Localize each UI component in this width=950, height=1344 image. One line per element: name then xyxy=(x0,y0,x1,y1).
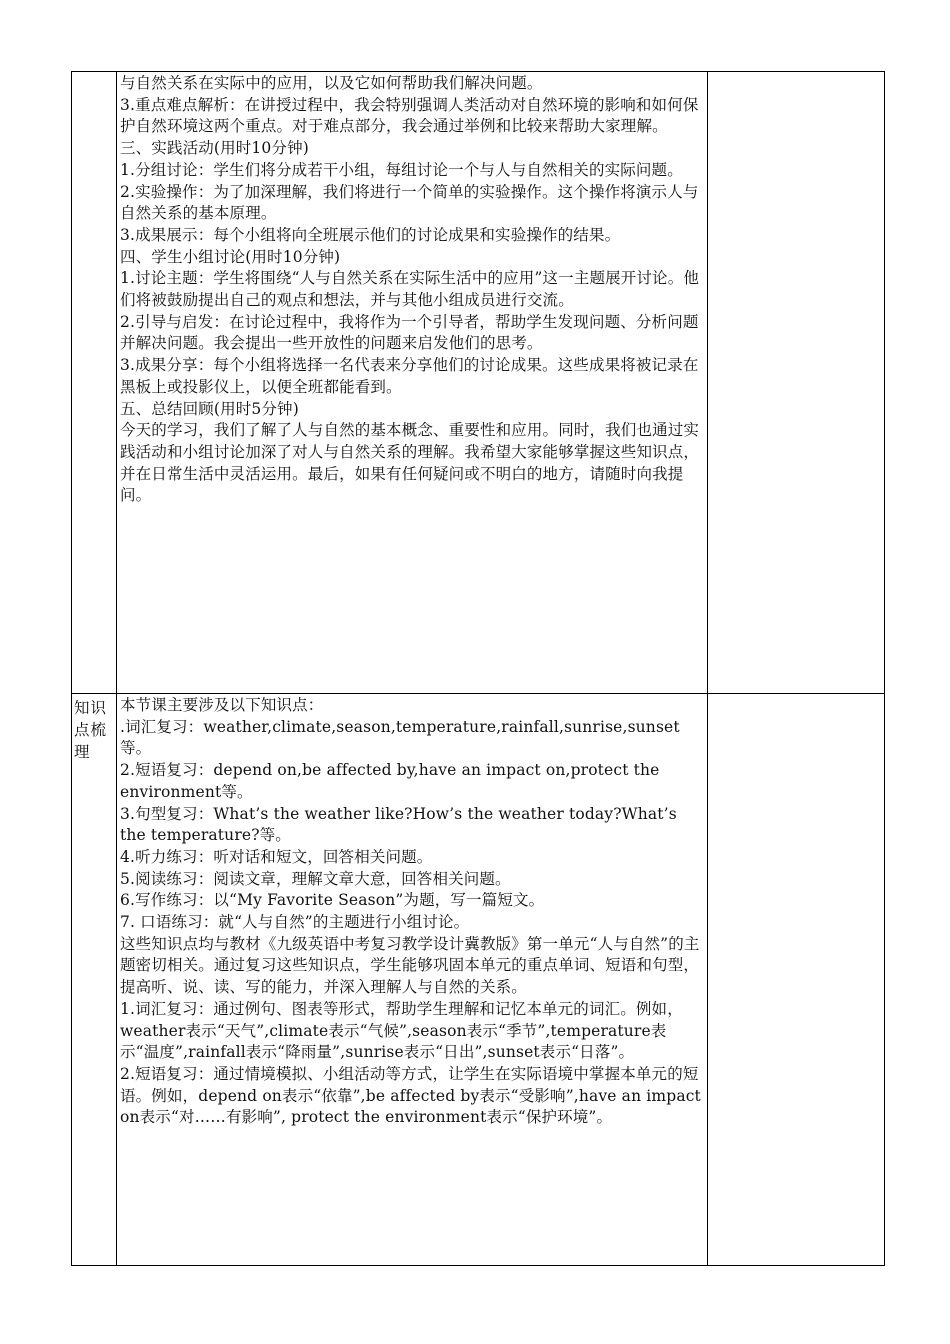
section-content xyxy=(117,72,707,507)
paragraph: 3.句型复习：What’s the weather like?How’s the weather today?What’s the temperature?等。 xyxy=(120,804,677,845)
content-cell xyxy=(117,694,708,1266)
paragraph: 五、总结回顾(用时5分钟) xyxy=(120,399,299,418)
row-label xyxy=(72,72,116,75)
row-label-cell xyxy=(72,72,117,694)
section-content xyxy=(117,694,707,1129)
content-cell xyxy=(117,72,708,694)
paragraph: 5.阅读练习：阅读文章，理解文章大意，回答相关问题。 xyxy=(120,869,511,888)
paragraph: 6.写作练习：以“My Favorite Season”为题，写一篇短文。 xyxy=(120,891,545,910)
paragraph: 3.成果展示：每个小组将向全班展示他们的讨论成果和实验操作的结果。 xyxy=(120,225,621,244)
paragraph: 1.讨论主题：学生将围绕“人与自然关系在实际生活中的应用”这一主题展开讨论。他们将被鼓励提出自己的观点和想法，并与其他小组成员进行交流。 xyxy=(120,269,699,310)
table-row xyxy=(72,72,885,694)
paragraph: 与自然关系在实际中的应用，以及它如何帮助我们解决问题。 xyxy=(120,74,543,92)
paragraph: 本节课主要涉及以下知识点： xyxy=(120,696,324,714)
paragraph: 3.重点难点解析：在讲授过程中，我会特别强调人类活动对自然环境的影响和如何保护自然环境这两个重点。对于难点部分，我会通过举例和比较来帮助大家理解。 xyxy=(120,95,699,136)
paragraph: 1.分组讨论：学生们将分成若干小组，每组讨论一个与人与自然相关的实际问题。 xyxy=(120,160,683,179)
paragraph: 4.听力练习：听对话和短文，回答相关问题。 xyxy=(120,847,433,866)
paragraph: 2.短语复习：通过情境模拟、小组活动等方式，让学生在实际语境中掌握本单元的短语。例如，depend on表示“依靠”,be affected by表示“受影响”,have an impact on表示“对……有影响”, protect the environment表示“保护环境”。 xyxy=(120,1064,701,1127)
paragraph: 3.成果分享：每个小组将选择一名代表来分享他们的讨论成果。这些成果将被记录在黑板上或投影仪上，以便全班都能看到。 xyxy=(120,356,699,396)
paragraph: 7. 口语练习：就“人与自然”的主题进行小组讨论。 xyxy=(120,913,470,932)
paragraph: 2.实验操作：为了加深理解，我们将进行一个简单的实验操作。这个操作将演示人与自然关系的基本原理。 xyxy=(120,182,699,223)
lesson-plan-table xyxy=(71,71,885,1266)
paragraph: .词汇复习：weather,climate,season,temperature,rainfall,sunrise,sunset等。 xyxy=(120,717,680,758)
paragraph: 四、学生小组讨论(用时10分钟) xyxy=(120,247,341,266)
table-row xyxy=(72,694,885,1266)
paragraph: 今天的学习，我们了解了人与自然的基本概念、重要性和应用。同时，我们也通过实践活动和小组讨论加深了对人与自然关系的理解。我希望大家能够掌握这些知识点，并在日常生活中灵活运用。最后，如果有任何疑问或不明白的地方，请随时向我提问。 xyxy=(120,421,700,505)
paragraph: 三、实践活动(用时10分钟) xyxy=(120,139,309,158)
notes-cell xyxy=(708,72,885,694)
paragraph: 这些知识点均与教材《九级英语中考复习教学设计冀教版》第一单元“人与自然”的主题密切相关。通过复习这些知识点，学生能够巩固本单元的重点单词、短语和句型，提高听、说、读、写的能力，并深入理解人与自然的关系。 xyxy=(120,934,700,997)
row-label: 知识点梳理 xyxy=(74,699,108,761)
notes-cell xyxy=(708,694,885,1266)
row-label-cell xyxy=(72,694,117,1266)
paragraph: 2.引导与启发：在讨论过程中，我将作为一个引导者，帮助学生发现问题、分析问题并解决问题。我会提出一些开放性的问题来启发他们的思考。 xyxy=(120,312,699,353)
paragraph: 1.词汇复习：通过例句、图表等形式，帮助学生理解和记忆本单元的词汇。例如，weather表示“天气”,climate表示“气候”,season表示“季节”,temperature表示“温度”,rainfall表示“降雨量”,sunrise表示“日出”,sunset表示“日落”。 xyxy=(120,999,683,1062)
paragraph: 2.短语复习：depend on,be affected by,have an impact on,protect the environment等。 xyxy=(120,761,660,801)
